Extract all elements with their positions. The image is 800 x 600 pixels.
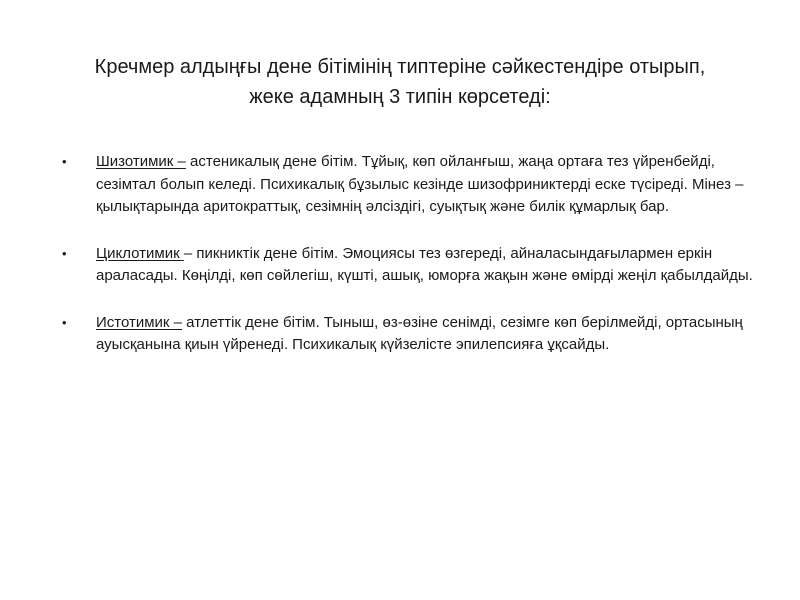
term-istothymic: Истотимик – (96, 313, 183, 331)
bullet-item-istothymic (62, 312, 762, 357)
term-schizothymic: Шизотимик – (96, 153, 186, 170)
description-schizothymic: астеникалық дене бітім. Тұйық, көп ойланғыш, жаңа ортаға тез үйренбейді, сезімтал болып келеді. Психикалық бұзылыс кезінде шизофриниктерді еске түсіреді. Мінез – қылықтарында аритократтық, сезімнің әлсіздігі, суықтық және билік құмарлық бар. (96, 153, 744, 215)
bullet-item-schizothymic (62, 151, 762, 219)
bullet-item-cyclothymic (62, 243, 762, 288)
description-cyclothymic: – пикниктік дене бітім. Эмоциясы тез өзгереді, айналасындағылармен еркін араласады. Көңілді, көп сөйлегіш, күшті, ашық, юморға жақын және өмірді жеңіл қабылдайды. (96, 244, 753, 284)
bullet-marker: • (62, 154, 67, 169)
description-istothymic: атлеттік дене бітім. Тыныш, өз-өзіне сенімді, сезімге көп берілмейді, ортасының ауысқанына қиын үйренеді. Психикалық күйзелісте эпилепсияға ұқсайды. (96, 313, 743, 353)
slide-title (20, 52, 780, 112)
bullet-marker: • (62, 245, 67, 261)
title-line-2: жеке адамның 3 типін көрсетеді: (249, 86, 551, 108)
bullet-marker: • (62, 314, 67, 330)
bullet-list (62, 151, 762, 381)
term-cyclothymic: Циклотимик (96, 244, 184, 262)
title-line-1: Кречмер алдыңғы дене бітімінің типтеріне сәйкестендіре отырып, (94, 56, 706, 78)
